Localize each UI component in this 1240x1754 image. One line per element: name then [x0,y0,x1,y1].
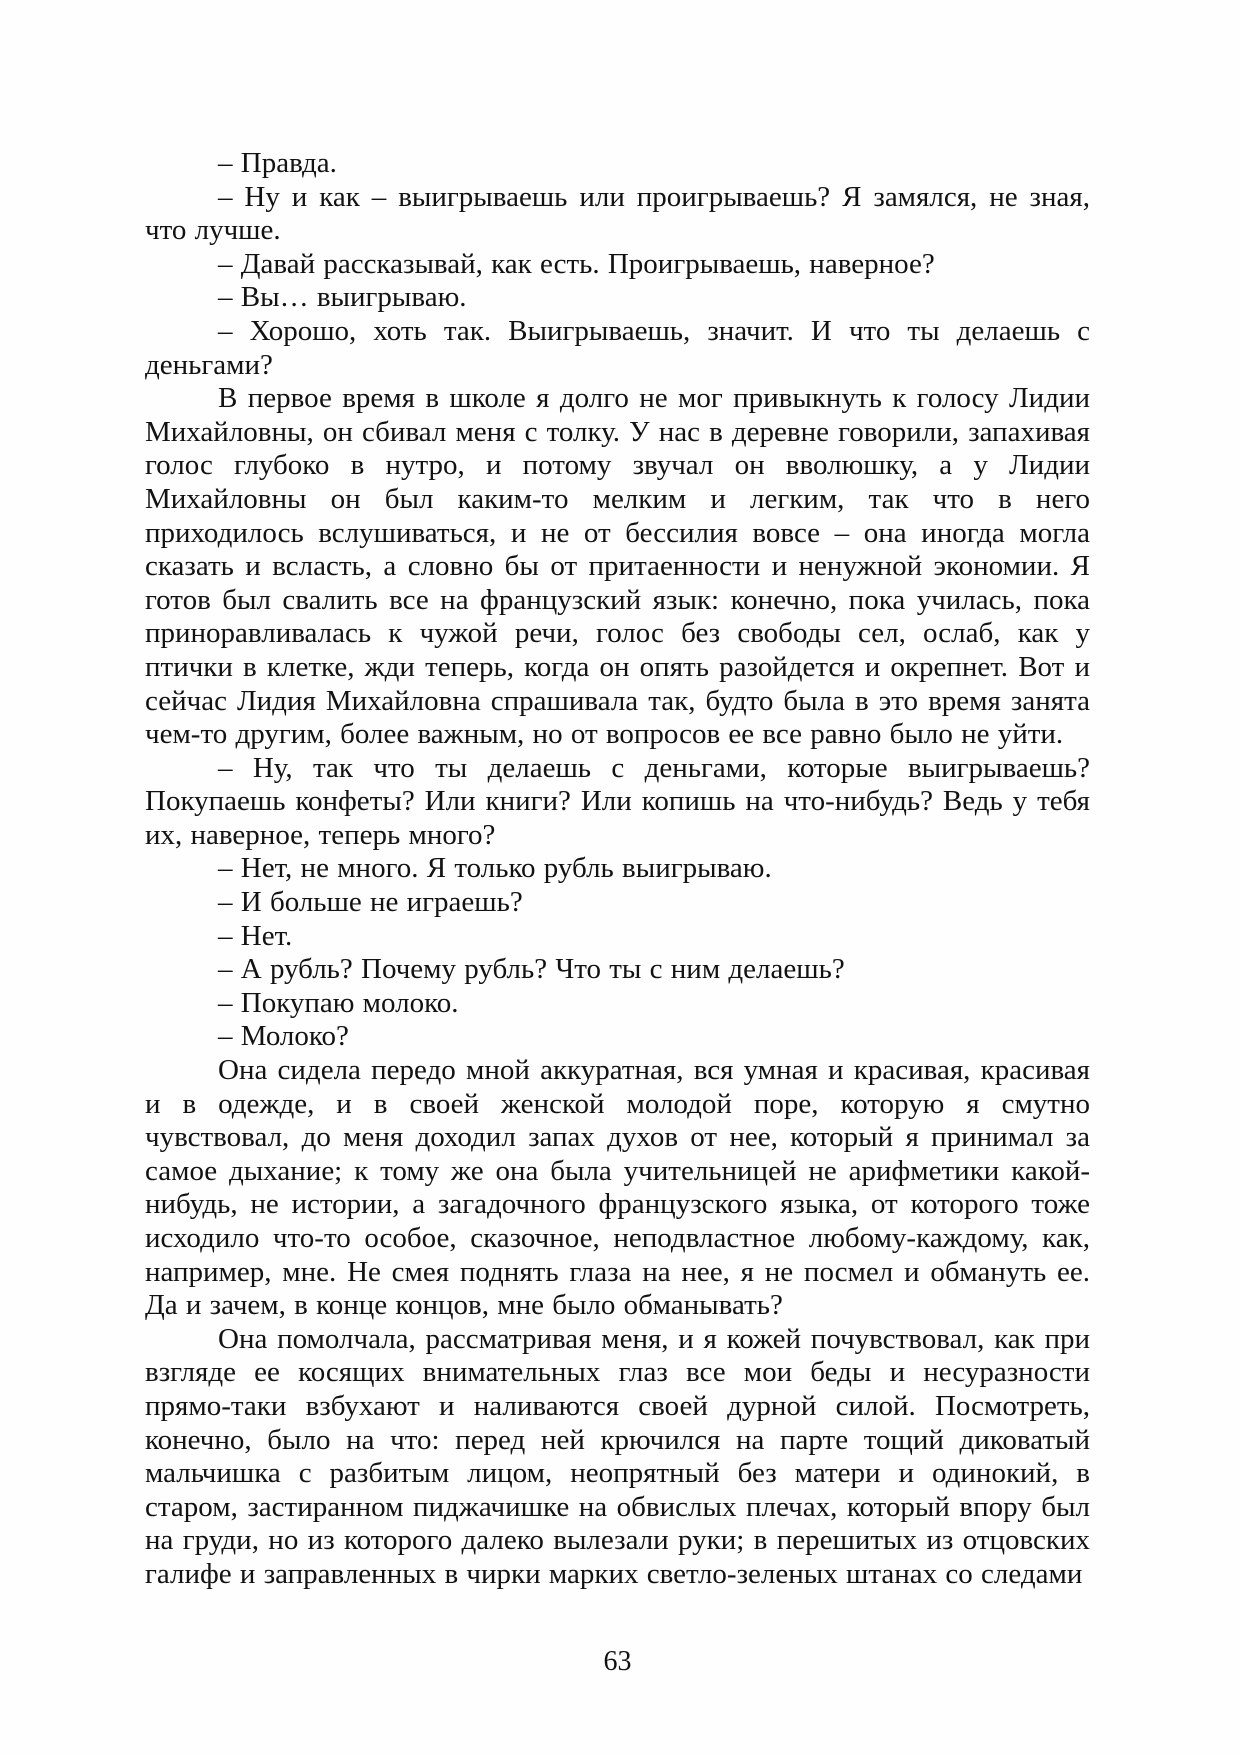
paragraph: – Молоко? [218,1020,349,1053]
paragraph: – Покупаю молоко. [218,986,459,1019]
page-number: 63 [603,1646,632,1677]
paragraph: – А рубль? Почему рубль? Что ты с ним делаешь? [218,953,845,986]
paragraph: В первое время в школе я долго не мог привыкнуть к голосу Лидии Михайловны, он сбивал меня с толку. У нас в деревне говорили, запахивая голос глубоко в нутро, и потому звучал он вволюшку, а у Лидии Михайловны он был каким-то мелким и легким, так что в него приходилось вслушиваться, и не от бессилия вовсе – она иногда могла сказать и всласть, а словно бы от притаенности и ненужной экономии. Я готов был свалить все на французский язык: конечно, пока училась, пока приноравливалась к чужой речи, голос без свободы сел, ослаб, как у птички в клетке, жди теперь, когда он опять разойдется и окрепнет. Вот и сейчас Лидия Михайловна спрашивала так, будто была в это время занята чем-то другим, более важным, но от вопросов ее все равно было не уйти. [145,382,1090,751]
paragraph: – Правда. [218,147,337,179]
paragraph: – Ну, так что ты делаешь с деньгами, которые выигрываешь? Покупаешь конфеты? Или книги? Или копишь на что-нибудь? Ведь у тебя их, наверное, теперь много? [145,751,1090,851]
page-body-text [145,147,1090,1592]
paragraph: – Ну и как – выигрываешь или проигрываешь? Я замялся, не зная, что лучше. [145,180,1090,247]
paragraph: Она помолчала, рассматривая меня, и я кожей почувствовал, как при взгляде ее косящих внимательных глаз все мои беды и несуразности прямо-таки взбухают и наливаются своей дурной силой. Посмотреть, конечно, было на что: перед ней крючился на парте тощий диковатый мальчишка с разбитым лицом, неопрятный без матери и одинокий, в старом, застиранном пиджачишке на обвислых плечах, который впору был на груди, но из которого далеко вылезали руки; в перешитых из отцовских галифе и заправленных в чирки марких светло-зеленых штанах со следами [145,1322,1090,1590]
paragraph: – Нет. [218,919,293,952]
paragraph: – И больше не играешь? [218,886,523,919]
paragraph: – Вы… выигрываю. [218,281,467,314]
paragraph: – Нет, не много. Я только рубль выигрываю. [218,852,772,885]
paragraph: – Хорошо, хоть так. Выигрываешь, значит. И что ты делаешь с деньгами? [145,314,1090,381]
paragraph: – Давай рассказывай, как есть. Проигрываешь, наверное? [218,247,935,280]
paragraph: Она сидела передо мной аккуратная, вся умная и красивая, красивая и в одежде, и в своей женской молодой поре, которую я смутно чувствовал, до меня доходил запах духов от нее, который я принимал за самое дыхание; к тому же она была учительницей не арифметики какой-нибудь, не истории, а загадочного французского языка, от которого тоже исходило что-то особое, сказочное, неподвластное любому-каждому, как, например, мне. Не смея поднять глаза на нее, я не посмел и обмануть ее. Да и зачем, в конце концов, мне было обманывать? [145,1054,1090,1322]
